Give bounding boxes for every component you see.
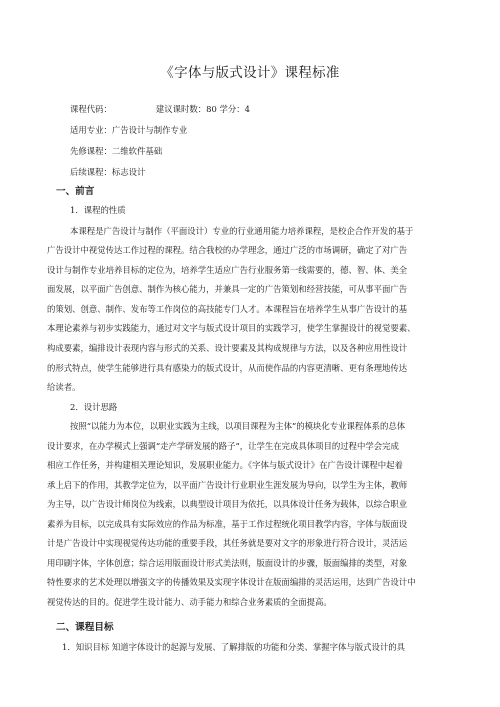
course-hours: 建议课时数：80 学分：4	[155, 104, 250, 114]
paragraph-line: 广告设计中视觉传达工作过程的课程。结合我校的办学理念，通过广泛的市场调研，确定了对广告	[47, 245, 408, 255]
paragraph-line: 设计与制作专业培养目标的定位为，培养学生适应广告行业服务第一线需要的，德、智、体、美全	[47, 265, 408, 275]
section-heading-preface: 一、前言	[56, 186, 95, 197]
course-code-label: 课程代码：	[70, 104, 112, 114]
paragraph-line: 的形式特点，使学生能够进行具有感染力的版式设计，从而使作品的内容更清晰、更有条理地传达	[47, 363, 408, 373]
paragraph-line: 视觉传达的目的。促进学生设计能力、动手能力和综合业务素质的全面提高。	[47, 597, 332, 607]
paragraph-line: 素养为目标，以完成具有实际效应的作品为标准，基于工作过程统化项目教学内容，字体与版面设	[47, 519, 408, 529]
subsection-heading-nature: 1．课程的性质	[70, 205, 126, 215]
follow-up-course: 后续课程：标志设计	[70, 167, 146, 177]
page-title: 《字体与版式设计》课程标准	[160, 65, 340, 81]
paragraph-line: 构成要素，编排设计表现内容与形式的关系、设计要素及其构成规律与方法，以及各种应用性设计	[47, 343, 408, 353]
paragraph-line: 1．知识目标 知道字体设计的起源与发展、了解排版的功能和分类、掌握字体与版式设计的具	[62, 642, 405, 652]
paragraph-line: 相应工作任务，并构建相关理论知识，发展职业能力。《字体与版式设计》在广告设计课程中起着	[47, 460, 403, 470]
paragraph-line: 面发展，以平面广告创意、制作为核心能力，并兼具一定的广告策划和经营技能，可从事平面广告	[47, 284, 408, 294]
applicable-major: 适用专业：广告设计与制作专业	[70, 125, 188, 135]
paragraph-line: 的策划、创意、制作、发布等工作岗位的高技能专门人才。本课程旨在培养学生从事广告设计的基	[47, 304, 408, 314]
paragraph-line: 计是广告设计中实现视觉传达功能的重要手段，其任务就是要对文字的形象进行符合设计，灵活运	[47, 538, 408, 548]
paragraph-line: 本理论素养与初步实践能力，通过对文字与版式设计项目的实践学习，使学生掌握设计的视觉要素、	[47, 323, 416, 333]
paragraph-line: 按照“以能力为本位，以职业实践为主线，以项目课程为主体”的模块化专业课程体系的总体	[70, 421, 406, 431]
paragraph-line: 为主导，以广告设计师岗位为线索，以典型设计项目为依托，以具体设计任务为载体，以综合职业	[47, 499, 408, 509]
paragraph-line: 设计要求，在办学模式上强调“走产学研发展的路子”，让学生在完成具体项目的过程中学会完成	[47, 441, 399, 451]
paragraph-line: 给读者。	[47, 382, 81, 392]
paragraph-line: 本课程是广告设计与制作（平面设计）专业的行业通用能力培养课程，是校企合作开发的基于	[70, 226, 414, 236]
subsection-heading-design: 2．设计思路	[70, 402, 118, 412]
paragraph-line: 特性要求的艺术处理以增强文字的传播效果及实现字体设计在版面编排的灵活运用，达到广告设计中	[47, 577, 416, 587]
paragraph-line: 用印刷字体，字体创意；综合运用版面设计形式美法则，版面设计的步骤，版面编排的类型，对象	[47, 558, 408, 568]
section-heading-objectives: 二、课程目标	[56, 622, 114, 633]
prerequisite-course: 先修课程：二维软件基础	[70, 146, 163, 156]
course-code-row	[70, 103, 250, 115]
paragraph-line: 承上启下的作用，其教学定位为，以平面广告设计行业职业生涯发展为导向，以学生为主体，教师	[47, 480, 408, 490]
